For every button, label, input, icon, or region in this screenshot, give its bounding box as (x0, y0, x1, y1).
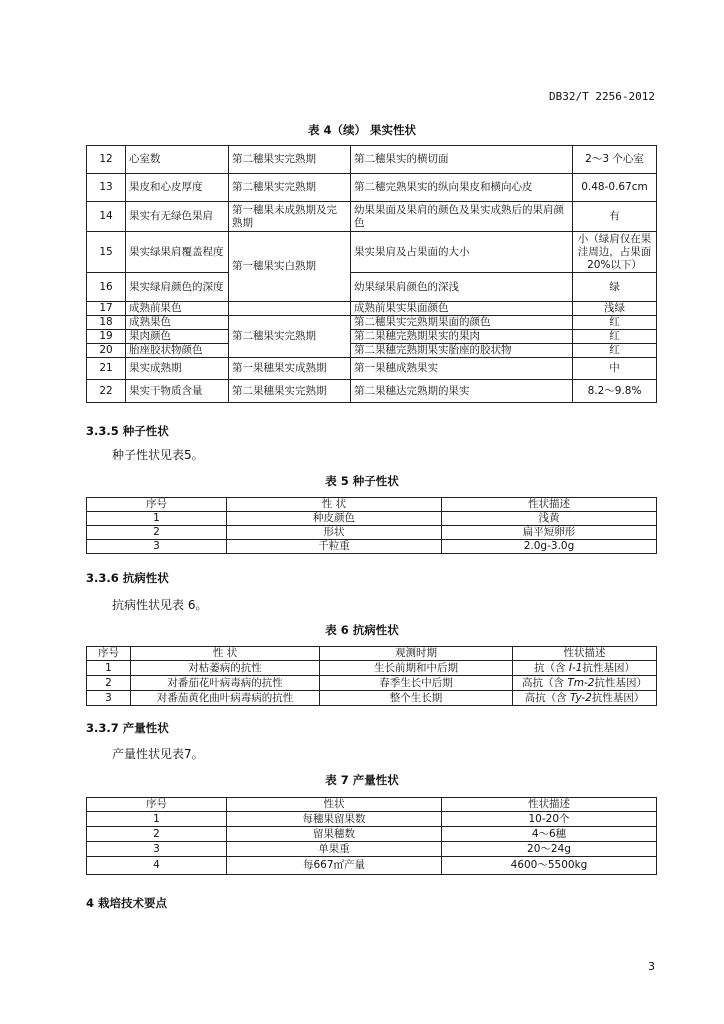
cell-desc: 高抗（含 Tm-2抗性基因） (513, 676, 657, 691)
column-header: 序号 (87, 498, 227, 512)
column-header: 序号 (87, 798, 227, 812)
cell-no: 3 (87, 691, 131, 706)
cell-period: 生长前期和中后期 (320, 661, 513, 676)
table7-title: 表 7 产量性状 (325, 773, 399, 787)
column-header: 性状 (227, 798, 442, 812)
cell-no: 14 (87, 202, 126, 232)
cell-no: 20 (87, 344, 126, 358)
table-header-row (87, 647, 657, 661)
cell-trait: 果实成熟期 (126, 358, 229, 380)
column-header: 序号 (87, 647, 131, 661)
cell-no: 2 (87, 676, 131, 691)
cell-desc: 红 (573, 330, 657, 344)
cell-part: 第二穗果实的横切面 (351, 146, 573, 174)
cell-no: 16 (87, 273, 126, 302)
cell-period: 春季生长中后期 (320, 676, 513, 691)
section-heading-3-3-6: 3.3.6 抗病性状 (86, 571, 169, 585)
cell-part: 幼果绿果肩颜色的深浅 (351, 273, 573, 302)
cell-no: 15 (87, 232, 126, 273)
cell-desc: 小（绿肩仅在果洼周边，占果面 20%以下） (573, 232, 657, 273)
cell-desc: 10-20个 (442, 812, 657, 827)
cell-trait: 胎座胶状物颜色 (126, 344, 229, 358)
cell-desc: 浅绿 (573, 302, 657, 316)
table-row (87, 691, 657, 706)
cell-no: 4 (87, 857, 227, 875)
cell-no: 2 (87, 827, 227, 842)
table-row (87, 857, 657, 875)
table-row (87, 174, 657, 202)
table-row (87, 526, 657, 540)
cell-part: 果实果肩及占果面的大小 (351, 232, 573, 273)
cell-part: 第二果穗完熟期果实胎座的胶状物 (351, 344, 573, 358)
table-row (87, 316, 657, 330)
cell-trait: 成熟果色 (126, 316, 229, 330)
table-row (87, 232, 657, 273)
cell-desc: 浅黄 (442, 512, 657, 526)
cell-desc: 20～24g (442, 842, 657, 857)
table-row (87, 540, 657, 554)
cell-trait: 留果穗数 (227, 827, 442, 842)
table-header-row (87, 798, 657, 812)
cell-trait: 千粒重 (227, 540, 442, 554)
table-row (87, 344, 657, 358)
cell-no: 1 (87, 512, 227, 526)
cell-trait: 果实绿肩颜色的深度 (126, 273, 229, 302)
cell-trait: 成熟前果色 (126, 302, 229, 316)
column-header: 性状描述 (442, 798, 657, 812)
table4-title: 表 4（续） 果实性状 (307, 123, 416, 137)
cell-period: 第一果穗果实成熟期 (229, 358, 351, 380)
cell-trait: 形状 (227, 526, 442, 540)
section-paragraph-3-3-5: 种子性状见表5。 (112, 448, 204, 462)
cell-period: 第二果穗果实完熟期 (229, 380, 351, 403)
table-row (87, 676, 657, 691)
cell-trait: 果实干物质含量 (126, 380, 229, 403)
table6 (86, 646, 657, 706)
section-heading-3-3-7: 3.3.7 产量性状 (86, 721, 169, 735)
table-row (87, 812, 657, 827)
cell-part: 第二果穗达完熟期的果实 (351, 380, 573, 403)
cell-period-empty (229, 302, 351, 316)
table5-title: 表 5 种子性状 (325, 474, 399, 488)
cell-desc: 有 (573, 202, 657, 232)
cell-period: 第二穗果实完熟期 (229, 316, 351, 358)
cell-no: 3 (87, 540, 227, 554)
cell-period: 第二穗果实完熟期 (229, 146, 351, 174)
cell-trait: 对番茄黄化曲叶病毒病的抗性 (131, 691, 320, 706)
cell-no: 3 (87, 842, 227, 857)
page-number: 3 (648, 960, 655, 973)
cell-desc: 红 (573, 316, 657, 330)
cell-desc: 4～6穗 (442, 827, 657, 842)
cell-trait: 果实有无绿色果肩 (126, 202, 229, 232)
cell-trait: 果实绿果肩覆盖程度 (126, 232, 229, 273)
table-row (87, 661, 657, 676)
cell-no: 22 (87, 380, 126, 403)
column-header: 性状描述 (442, 498, 657, 512)
cell-desc: 8.2～9.8% (573, 380, 657, 403)
cell-no: 21 (87, 358, 126, 380)
cell-part: 幼果果面及果肩的颜色及果实成熟后的果肩颜色 (351, 202, 573, 232)
cell-trait: 每穗果留果数 (227, 812, 442, 827)
table-row (87, 512, 657, 526)
cell-desc: 4600～5500kg (442, 857, 657, 875)
cell-desc: 0.48-0.67cm (573, 174, 657, 202)
cell-trait: 心室数 (126, 146, 229, 174)
table-row (87, 273, 657, 302)
cell-trait: 单果重 (227, 842, 442, 857)
cell-trait: 对枯萎病的抗性 (131, 661, 320, 676)
cell-no: 17 (87, 302, 126, 316)
cell-desc: 绿 (573, 273, 657, 302)
table-header-row (87, 498, 657, 512)
cell-part: 第一果穗成熟果实 (351, 358, 573, 380)
table5 (86, 497, 657, 554)
cell-no: 19 (87, 330, 126, 344)
cell-trait: 每667㎡产量 (227, 857, 442, 875)
cell-trait: 果皮和心皮厚度 (126, 174, 229, 202)
cell-trait: 种皮颜色 (227, 512, 442, 526)
cell-no: 13 (87, 174, 126, 202)
table-row (87, 202, 657, 232)
column-header: 性 状 (131, 647, 320, 661)
cell-part: 成熟前果实果面颜色 (351, 302, 573, 316)
column-header: 性状描述 (513, 647, 657, 661)
cell-desc: 2～3 个心室 (573, 146, 657, 174)
cell-no: 18 (87, 316, 126, 330)
cell-part: 第二穗果实完熟期果面的颜色 (351, 316, 573, 330)
section-paragraph-3-3-7: 产量性状见表7。 (112, 747, 204, 761)
cell-period: 整个生长期 (320, 691, 513, 706)
cell-no: 12 (87, 146, 126, 174)
cell-part: 第二穗完熟果实的纵向果皮和横向心皮 (351, 174, 573, 202)
table-row (87, 380, 657, 403)
cell-desc: 抗（含 I-1抗性基因） (513, 661, 657, 676)
cell-no: 1 (87, 661, 131, 676)
column-header: 观测时期 (320, 647, 513, 661)
cell-no: 2 (87, 526, 227, 540)
table-row (87, 330, 657, 344)
cell-period: 第二穗果实完熟期 (229, 174, 351, 202)
cell-desc: 扁平短卵形 (442, 526, 657, 540)
cell-period: 第一穗果未成熟期及完熟期 (229, 202, 351, 232)
table-row (87, 827, 657, 842)
cell-trait: 对番茄花叶病毒病的抗性 (131, 676, 320, 691)
cell-part: 第二果穗完熟期果实的果肉 (351, 330, 573, 344)
cell-period: 第一穗果实白熟期 (229, 232, 351, 302)
table-row (87, 146, 657, 174)
table-row (87, 842, 657, 857)
column-header: 性 状 (227, 498, 442, 512)
table-row (87, 302, 657, 316)
cell-trait: 果肉颜色 (126, 330, 229, 344)
section-heading-4: 4 栽培技术要点 (86, 896, 168, 910)
section-heading-3-3-5: 3.3.5 种子性状 (86, 424, 169, 438)
table4 (86, 145, 657, 403)
cell-desc: 红 (573, 344, 657, 358)
table-row (87, 358, 657, 380)
cell-desc: 高抗（含 Ty-2抗性基因） (513, 691, 657, 706)
table7 (86, 797, 657, 875)
cell-desc: 中 (573, 358, 657, 380)
table6-title: 表 6 抗病性状 (325, 623, 399, 637)
section-paragraph-3-3-6: 抗病性状见表 6。 (112, 598, 208, 612)
document-code: DB32/T 2256-2012 (549, 90, 655, 103)
cell-no: 1 (87, 812, 227, 827)
cell-desc: 2.0g-3.0g (442, 540, 657, 554)
